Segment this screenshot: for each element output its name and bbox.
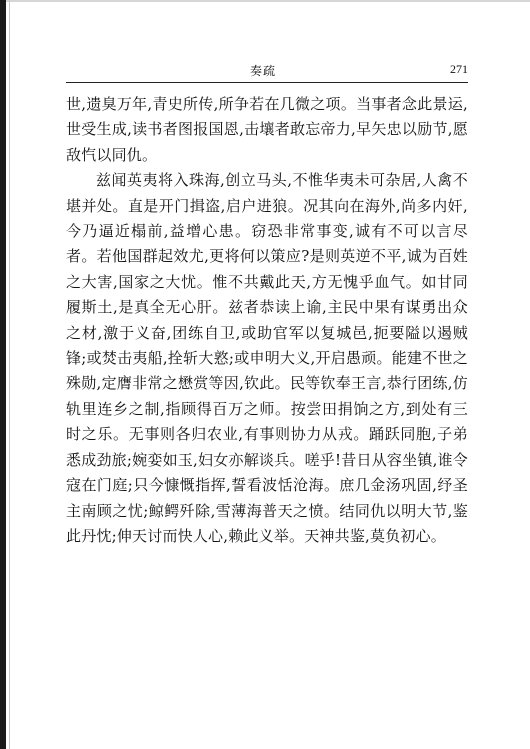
header-rule [66, 82, 468, 83]
page-top-edge [0, 0, 530, 2]
running-header [66, 58, 468, 80]
running-header-title: 奏疏 [250, 64, 277, 78]
book-spine-edge [0, 0, 6, 749]
page-gutter-line [9, 0, 10, 749]
paragraph-continuation: 世,遗臭万年,青史所传,所争若在几微之项。当事者念此景运,世受生成,读书者图报国恩,击壤者敢忘帝力,早矢忠以励节,愿敌忾以同仇。 [66, 95, 468, 164]
page-number: 271 [450, 62, 468, 76]
body-text [66, 92, 468, 549]
paragraph-main: 兹闻英夷将入珠海,创立马头,不惟华夷未可杂居,人禽不堪并处。直是开门揖盗,启户进狼。况其向在海外,尚多内奸,今乃逼近榻前,益增心患。窃恐非常事变,诚有不可以言尽者。若他国群起效尤,更将何以策应?是则英逆不平,诚为百姓之大害,国家之大忧。惟不共戴此天,方无愧乎血气。如甘同履斯土,是真全无心肝。兹者恭读上谕,主民中果有谋勇出众之材,激于义奋,团练自卫,或助官军以复城邑,扼要隘以遏贼锋;或焚击夷船,拴斩大憝;或申明大义,开启愚顽。能建不世之殊勋,定膺非常之懋赏等因,钦此。民等钦奉王言,恭行团练,仿轨里连乡之制,指顾得百万之师。按尝田捐饷之方,到处有三时之乐。无事则各归农业,有事则协力从戎。踊跃同胞,子弟悉成劲旅;婉娈如玉,妇女亦解谈兵。嗟乎!昔日从容坐镇,谁令寇在门庭;只今慷慨指挥,誓看波恬沧海。庶几金汤巩固,纾圣主南顾之忧;鲸鳄歼除,雪薄海普天之愤。结同仇以明大节,鉴此丹忱;伸天讨而快人心,赖此义举。天神共鉴,莫负初心。 [66, 171, 468, 545]
